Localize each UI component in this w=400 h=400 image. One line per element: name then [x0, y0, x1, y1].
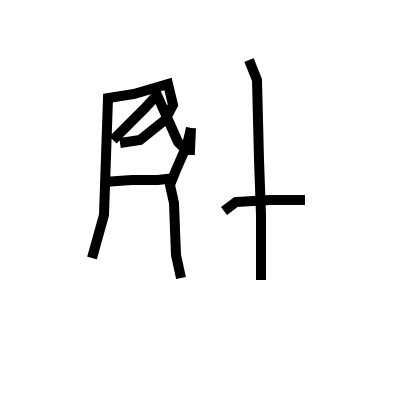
- left-glyph-crossbar-stroke: [104, 178, 175, 182]
- left-glyph-right-leg-stroke: [170, 128, 191, 278]
- right-glyph: [224, 60, 305, 280]
- right-glyph-vertical-stroke: [249, 60, 261, 280]
- left-glyph: [92, 84, 191, 278]
